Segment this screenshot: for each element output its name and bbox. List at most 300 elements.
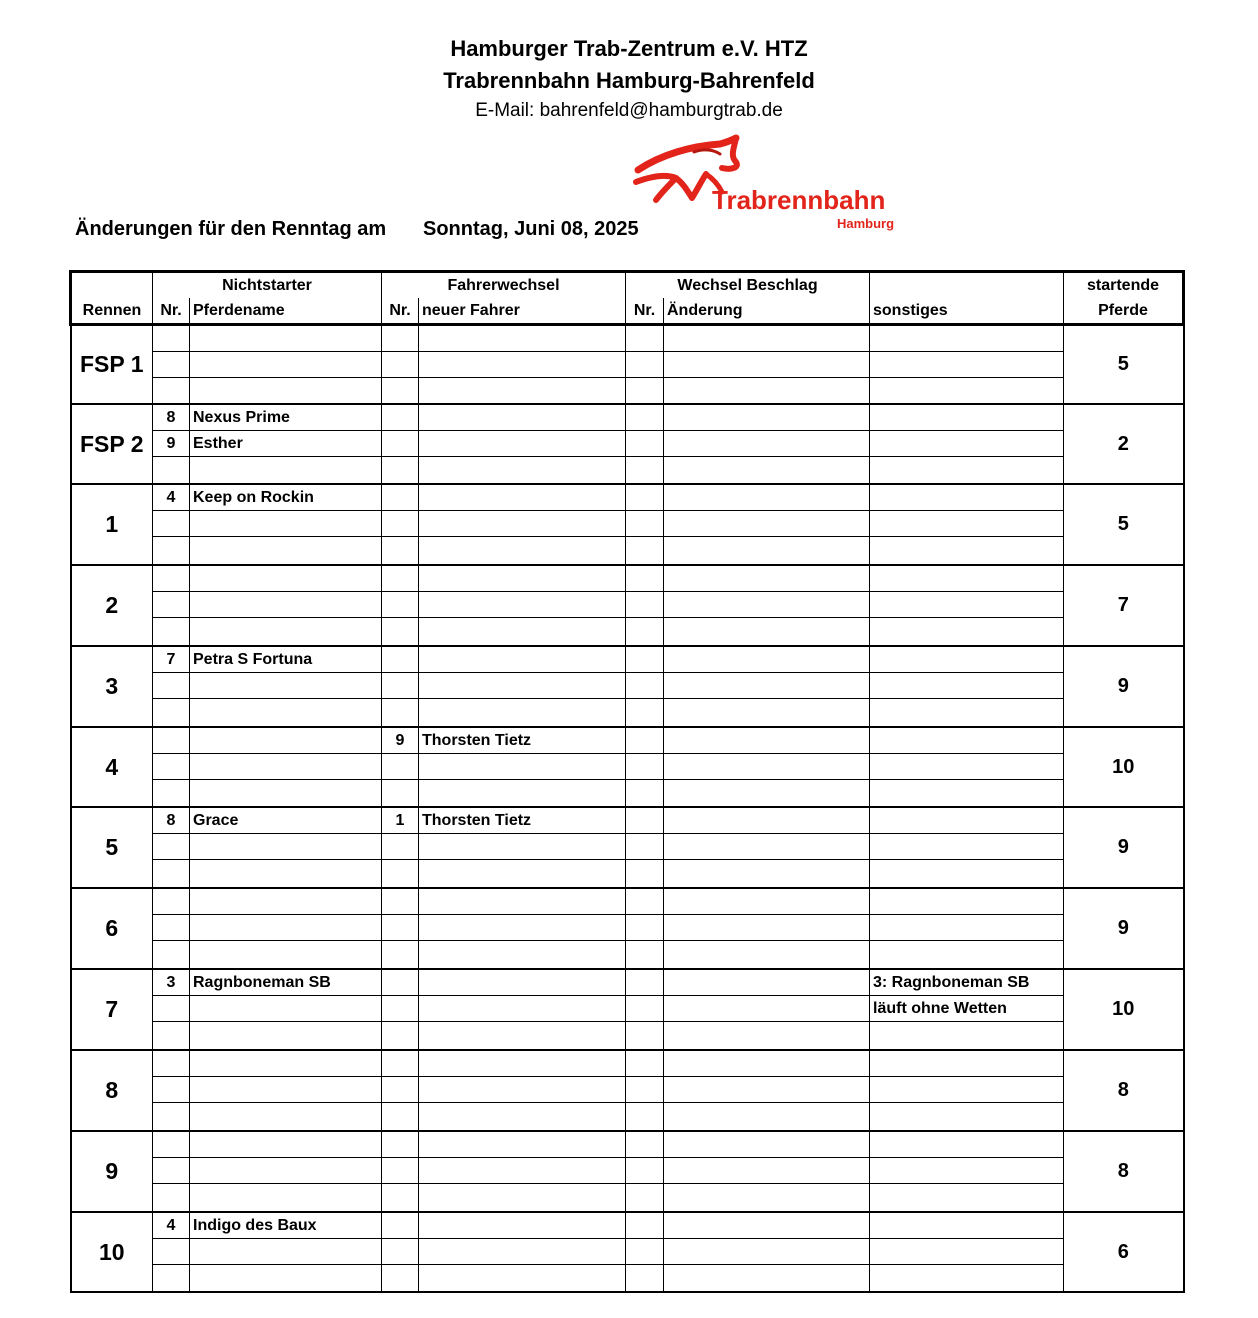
cell-fw-nr xyxy=(382,592,419,618)
starter-count: 10 xyxy=(1064,969,1184,1050)
cell-ns-name: Keep on Rockin xyxy=(190,484,382,511)
cell-fw-name xyxy=(419,860,626,889)
cell-fw-nr xyxy=(382,646,419,673)
table-row xyxy=(71,754,1184,780)
race-number: 1 xyxy=(71,484,153,565)
org-title: Hamburger Trab-Zentrum e.V. HTZ xyxy=(450,36,808,61)
cell-ns-name xyxy=(190,754,382,780)
cell-ns-nr: 4 xyxy=(153,484,190,511)
starter-count: 5 xyxy=(1064,484,1184,565)
starter-count: 9 xyxy=(1064,807,1184,888)
cell-fw-name xyxy=(419,754,626,780)
table-row xyxy=(71,1158,1184,1184)
cell-wb-text xyxy=(664,780,870,808)
cell-fw-name: Thorsten Tietz xyxy=(419,807,626,834)
cell-wb-nr xyxy=(626,699,664,728)
cell-sonstiges xyxy=(870,1158,1064,1184)
table-row xyxy=(71,807,1184,834)
cell-wb-text xyxy=(664,325,870,352)
cell-ns-nr xyxy=(153,699,190,728)
cell-sonstiges xyxy=(870,1022,1064,1051)
col-fahrerwechsel: Fahrerwechsel xyxy=(382,272,626,299)
cell-ns-nr: 8 xyxy=(153,807,190,834)
cell-ns-name xyxy=(190,834,382,860)
cell-fw-nr xyxy=(382,537,419,566)
cell-wb-nr xyxy=(626,915,664,941)
cell-sonstiges xyxy=(870,325,1064,352)
cell-sonstiges xyxy=(870,699,1064,728)
cell-sonstiges xyxy=(870,1103,1064,1132)
cell-wb-nr xyxy=(626,727,664,754)
cell-wb-nr xyxy=(626,969,664,996)
cell-wb-text xyxy=(664,673,870,699)
cell-wb-text xyxy=(664,1022,870,1051)
cell-sonstiges xyxy=(870,834,1064,860)
col-startende: startende xyxy=(1064,272,1184,299)
cell-ns-nr: 7 xyxy=(153,646,190,673)
cell-ns-nr xyxy=(153,1022,190,1051)
cell-fw-nr xyxy=(382,1239,419,1265)
cell-ns-nr xyxy=(153,1050,190,1077)
race-number: FSP 2 xyxy=(71,404,153,484)
cell-ns-name: Indigo des Baux xyxy=(190,1212,382,1239)
table-row xyxy=(71,352,1184,378)
table-row xyxy=(71,1022,1184,1051)
cell-fw-name xyxy=(419,699,626,728)
table-row xyxy=(71,565,1184,592)
cell-sonstiges xyxy=(870,618,1064,647)
col-ns-nr: Nr. xyxy=(153,298,190,325)
cell-ns-nr xyxy=(153,754,190,780)
col-rennen-top xyxy=(71,272,153,299)
cell-wb-nr xyxy=(626,941,664,970)
cell-fw-name xyxy=(419,592,626,618)
cell-wb-text xyxy=(664,404,870,431)
table-row xyxy=(71,996,1184,1022)
trabrennbahn-logo xyxy=(632,132,922,237)
cell-sonstiges xyxy=(870,592,1064,618)
cell-sonstiges xyxy=(870,378,1064,405)
cell-ns-name xyxy=(190,996,382,1022)
cell-sonstiges xyxy=(870,780,1064,808)
race-number: 2 xyxy=(71,565,153,646)
cell-ns-nr: 4 xyxy=(153,1212,190,1239)
col-pferdename: Pferdename xyxy=(190,298,382,325)
header-row-1 xyxy=(71,272,1184,299)
cell-fw-nr xyxy=(382,404,419,431)
cell-ns-name xyxy=(190,618,382,647)
cell-fw-nr xyxy=(382,325,419,352)
table-row xyxy=(71,727,1184,754)
cell-ns-nr xyxy=(153,378,190,405)
cell-sonstiges xyxy=(870,915,1064,941)
cell-wb-nr xyxy=(626,1239,664,1265)
cell-ns-nr xyxy=(153,941,190,970)
cell-fw-name xyxy=(419,1212,626,1239)
cell-wb-nr xyxy=(626,565,664,592)
cell-wb-nr xyxy=(626,1022,664,1051)
cell-fw-name xyxy=(419,1265,626,1293)
cell-sonstiges xyxy=(870,1131,1064,1158)
race-number: 8 xyxy=(71,1050,153,1131)
cell-wb-nr xyxy=(626,1077,664,1103)
cell-wb-text xyxy=(664,727,870,754)
cell-ns-name xyxy=(190,780,382,808)
cell-wb-text xyxy=(664,807,870,834)
table-row xyxy=(71,1131,1184,1158)
cell-wb-text xyxy=(664,1184,870,1213)
cell-ns-nr xyxy=(153,1265,190,1293)
cell-fw-nr xyxy=(382,996,419,1022)
race-number: 3 xyxy=(71,646,153,727)
table-row xyxy=(71,537,1184,566)
cell-fw-nr xyxy=(382,431,419,457)
cell-sonstiges xyxy=(870,1050,1064,1077)
cell-fw-name xyxy=(419,511,626,537)
logo-city: Hamburg xyxy=(837,216,895,231)
cell-wb-text xyxy=(664,1158,870,1184)
cell-fw-name xyxy=(419,1050,626,1077)
race-number: 6 xyxy=(71,888,153,969)
race-number: 10 xyxy=(71,1212,153,1292)
col-wechsel-beschlag: Wechsel Beschlag xyxy=(626,272,870,299)
cell-fw-nr xyxy=(382,754,419,780)
cell-sonstiges xyxy=(870,431,1064,457)
cell-fw-nr xyxy=(382,834,419,860)
table-row xyxy=(71,484,1184,511)
cell-ns-nr xyxy=(153,915,190,941)
cell-ns-nr xyxy=(153,1077,190,1103)
cell-ns-name xyxy=(190,325,382,352)
cell-sonstiges xyxy=(870,754,1064,780)
cell-wb-text xyxy=(664,592,870,618)
cell-wb-text xyxy=(664,1265,870,1293)
cell-wb-text xyxy=(664,699,870,728)
cell-wb-text xyxy=(664,996,870,1022)
cell-ns-name xyxy=(190,457,382,485)
cell-wb-text xyxy=(664,511,870,537)
cell-wb-text xyxy=(664,457,870,485)
starter-count: 2 xyxy=(1064,404,1184,484)
cell-fw-nr xyxy=(382,1265,419,1293)
cell-fw-name xyxy=(419,1077,626,1103)
cell-wb-text xyxy=(664,1212,870,1239)
cell-sonstiges xyxy=(870,457,1064,485)
cell-fw-nr xyxy=(382,780,419,808)
cell-wb-nr xyxy=(626,1184,664,1213)
header-row-2 xyxy=(71,298,1184,325)
cell-ns-name: Grace xyxy=(190,807,382,834)
cell-fw-nr: 1 xyxy=(382,807,419,834)
col-wb-nr: Nr. xyxy=(626,298,664,325)
cell-wb-text xyxy=(664,646,870,673)
race-number: FSP 1 xyxy=(71,325,153,405)
cell-wb-nr xyxy=(626,1212,664,1239)
cell-fw-nr xyxy=(382,511,419,537)
cell-ns-name xyxy=(190,592,382,618)
cell-fw-nr xyxy=(382,457,419,485)
cell-sonstiges xyxy=(870,404,1064,431)
table-row xyxy=(71,1050,1184,1077)
cell-ns-name xyxy=(190,673,382,699)
cell-sonstiges xyxy=(870,1077,1064,1103)
cell-wb-nr xyxy=(626,1103,664,1132)
cell-ns-name xyxy=(190,537,382,566)
cell-ns-nr xyxy=(153,457,190,485)
cell-fw-name xyxy=(419,537,626,566)
cell-wb-nr xyxy=(626,1265,664,1293)
cell-ns-name xyxy=(190,1158,382,1184)
cell-wb-text xyxy=(664,754,870,780)
cell-ns-name xyxy=(190,888,382,915)
col-sonstiges-top xyxy=(870,272,1064,299)
cell-sonstiges xyxy=(870,673,1064,699)
cell-fw-name xyxy=(419,565,626,592)
cell-sonstiges xyxy=(870,511,1064,537)
cell-wb-nr xyxy=(626,646,664,673)
cell-sonstiges xyxy=(870,352,1064,378)
starter-count: 6 xyxy=(1064,1212,1184,1292)
cell-fw-name xyxy=(419,618,626,647)
cell-fw-nr xyxy=(382,565,419,592)
cell-fw-nr xyxy=(382,618,419,647)
cell-wb-nr xyxy=(626,618,664,647)
cell-fw-nr xyxy=(382,860,419,889)
cell-wb-text xyxy=(664,1103,870,1132)
cell-fw-name xyxy=(419,378,626,405)
cell-ns-nr xyxy=(153,565,190,592)
cell-fw-nr xyxy=(382,1212,419,1239)
cell-fw-nr xyxy=(382,699,419,728)
cell-sonstiges xyxy=(870,537,1064,566)
cell-wb-nr xyxy=(626,996,664,1022)
cell-wb-nr xyxy=(626,457,664,485)
cell-wb-text xyxy=(664,1077,870,1103)
cell-fw-nr xyxy=(382,484,419,511)
table-row xyxy=(71,646,1184,673)
cell-ns-nr xyxy=(153,996,190,1022)
cell-ns-name xyxy=(190,727,382,754)
cell-fw-name xyxy=(419,404,626,431)
table-row xyxy=(71,834,1184,860)
cell-fw-name xyxy=(419,431,626,457)
race-number: 4 xyxy=(71,727,153,807)
changes-label: Änderungen für den Renntag am xyxy=(75,218,387,240)
table-row xyxy=(71,941,1184,970)
table-row xyxy=(71,592,1184,618)
cell-fw-nr xyxy=(382,378,419,405)
cell-ns-name xyxy=(190,915,382,941)
cell-sonstiges xyxy=(870,1212,1064,1239)
cell-fw-name xyxy=(419,646,626,673)
cell-ns-name xyxy=(190,378,382,405)
race-number: 7 xyxy=(71,969,153,1050)
cell-fw-nr: 9 xyxy=(382,727,419,754)
cell-sonstiges xyxy=(870,807,1064,834)
cell-fw-name xyxy=(419,941,626,970)
cell-sonstiges xyxy=(870,888,1064,915)
cell-ns-nr: 8 xyxy=(153,404,190,431)
cell-fw-name xyxy=(419,484,626,511)
table-row xyxy=(71,780,1184,808)
table-row xyxy=(71,915,1184,941)
cell-fw-name xyxy=(419,1131,626,1158)
cell-ns-name xyxy=(190,1184,382,1213)
cell-ns-nr xyxy=(153,1158,190,1184)
cell-ns-name: Petra S Fortuna xyxy=(190,646,382,673)
cell-ns-name xyxy=(190,1050,382,1077)
cell-fw-name xyxy=(419,1184,626,1213)
cell-fw-nr xyxy=(382,673,419,699)
cell-fw-name xyxy=(419,888,626,915)
cell-fw-nr xyxy=(382,1050,419,1077)
changes-table xyxy=(69,270,1185,1293)
cell-ns-name: Esther xyxy=(190,431,382,457)
cell-ns-name xyxy=(190,1077,382,1103)
cell-wb-nr xyxy=(626,431,664,457)
cell-ns-name: Nexus Prime xyxy=(190,404,382,431)
cell-ns-nr xyxy=(153,511,190,537)
cell-wb-text xyxy=(664,834,870,860)
table-row xyxy=(71,457,1184,485)
cell-sonstiges xyxy=(870,1265,1064,1293)
cell-wb-nr xyxy=(626,352,664,378)
race-number: 9 xyxy=(71,1131,153,1212)
table-row xyxy=(71,404,1184,431)
cell-wb-text xyxy=(664,484,870,511)
cell-ns-nr xyxy=(153,618,190,647)
cell-fw-nr xyxy=(382,1184,419,1213)
cell-fw-nr xyxy=(382,888,419,915)
cell-wb-nr xyxy=(626,325,664,352)
cell-wb-nr xyxy=(626,1158,664,1184)
cell-ns-name xyxy=(190,565,382,592)
cell-fw-nr xyxy=(382,352,419,378)
cell-wb-nr xyxy=(626,511,664,537)
cell-fw-name xyxy=(419,834,626,860)
col-aenderung: Änderung xyxy=(664,298,870,325)
cell-sonstiges xyxy=(870,1184,1064,1213)
cell-ns-name xyxy=(190,1265,382,1293)
cell-wb-text xyxy=(664,537,870,566)
cell-ns-nr xyxy=(153,834,190,860)
race-date: Sonntag, Juni 08, 2025 xyxy=(423,218,639,240)
cell-fw-name xyxy=(419,673,626,699)
cell-sonstiges xyxy=(870,1239,1064,1265)
table-row xyxy=(71,431,1184,457)
cell-ns-nr: 3 xyxy=(153,969,190,996)
cell-fw-name xyxy=(419,352,626,378)
cell-ns-nr xyxy=(153,1184,190,1213)
col-sonstiges: sonstiges xyxy=(870,298,1064,325)
table-row xyxy=(71,1212,1184,1239)
cell-fw-nr xyxy=(382,1131,419,1158)
cell-ns-name xyxy=(190,699,382,728)
col-rennen: Rennen xyxy=(71,298,153,325)
table-row xyxy=(71,1265,1184,1293)
cell-ns-name: Ragnboneman SB xyxy=(190,969,382,996)
cell-fw-name xyxy=(419,325,626,352)
table-row xyxy=(71,888,1184,915)
starter-count: 10 xyxy=(1064,727,1184,807)
cell-wb-text xyxy=(664,431,870,457)
cell-wb-nr xyxy=(626,484,664,511)
cell-sonstiges xyxy=(870,484,1064,511)
cell-wb-text xyxy=(664,969,870,996)
cell-wb-nr xyxy=(626,860,664,889)
cell-wb-nr xyxy=(626,1131,664,1158)
cell-fw-nr xyxy=(382,969,419,996)
cell-wb-nr xyxy=(626,807,664,834)
cell-ns-name xyxy=(190,1103,382,1132)
cell-wb-nr xyxy=(626,1050,664,1077)
table-row xyxy=(71,860,1184,889)
col-neuer-fahrer: neuer Fahrer xyxy=(419,298,626,325)
table-row xyxy=(71,325,1184,352)
table-row xyxy=(71,1077,1184,1103)
cell-sonstiges xyxy=(870,646,1064,673)
cell-wb-text xyxy=(664,1050,870,1077)
cell-ns-nr xyxy=(153,727,190,754)
col-nichtstarter: Nichtstarter xyxy=(153,272,382,299)
cell-sonstiges: läuft ohne Wetten xyxy=(870,996,1064,1022)
cell-wb-nr xyxy=(626,888,664,915)
cell-ns-nr: 9 xyxy=(153,431,190,457)
email-line: E-Mail: bahrenfeld@hamburgtrab.de xyxy=(475,100,783,121)
cell-fw-nr xyxy=(382,1022,419,1051)
cell-ns-name xyxy=(190,511,382,537)
cell-ns-nr xyxy=(153,673,190,699)
table-row xyxy=(71,1184,1184,1213)
cell-wb-nr xyxy=(626,404,664,431)
table-row xyxy=(71,1239,1184,1265)
cell-ns-nr xyxy=(153,1239,190,1265)
cell-ns-nr xyxy=(153,860,190,889)
cell-fw-name xyxy=(419,457,626,485)
starter-count: 8 xyxy=(1064,1050,1184,1131)
cell-ns-nr xyxy=(153,780,190,808)
cell-wb-text xyxy=(664,915,870,941)
cell-sonstiges xyxy=(870,941,1064,970)
cell-wb-text xyxy=(664,565,870,592)
cell-fw-name xyxy=(419,915,626,941)
cell-ns-name xyxy=(190,860,382,889)
cell-fw-name xyxy=(419,780,626,808)
cell-wb-text xyxy=(664,860,870,889)
cell-ns-nr xyxy=(153,325,190,352)
cell-fw-nr xyxy=(382,915,419,941)
cell-wb-nr xyxy=(626,378,664,405)
table-row xyxy=(71,673,1184,699)
track-title: Trabrennbahn Hamburg-Bahrenfeld xyxy=(443,68,815,93)
cell-sonstiges xyxy=(870,565,1064,592)
table-row xyxy=(71,1103,1184,1132)
table-row xyxy=(71,969,1184,996)
cell-wb-text xyxy=(664,941,870,970)
cell-wb-nr xyxy=(626,754,664,780)
cell-wb-nr xyxy=(626,673,664,699)
table-row xyxy=(71,378,1184,405)
col-pferde: Pferde xyxy=(1064,298,1184,325)
logo-wordmark: Trabrennbahn xyxy=(712,185,886,215)
cell-ns-name xyxy=(190,1022,382,1051)
cell-wb-nr xyxy=(626,834,664,860)
starter-count: 9 xyxy=(1064,646,1184,727)
cell-wb-text xyxy=(664,618,870,647)
cell-sonstiges: 3: Ragnboneman SB xyxy=(870,969,1064,996)
starter-count: 9 xyxy=(1064,888,1184,969)
cell-ns-nr xyxy=(153,537,190,566)
